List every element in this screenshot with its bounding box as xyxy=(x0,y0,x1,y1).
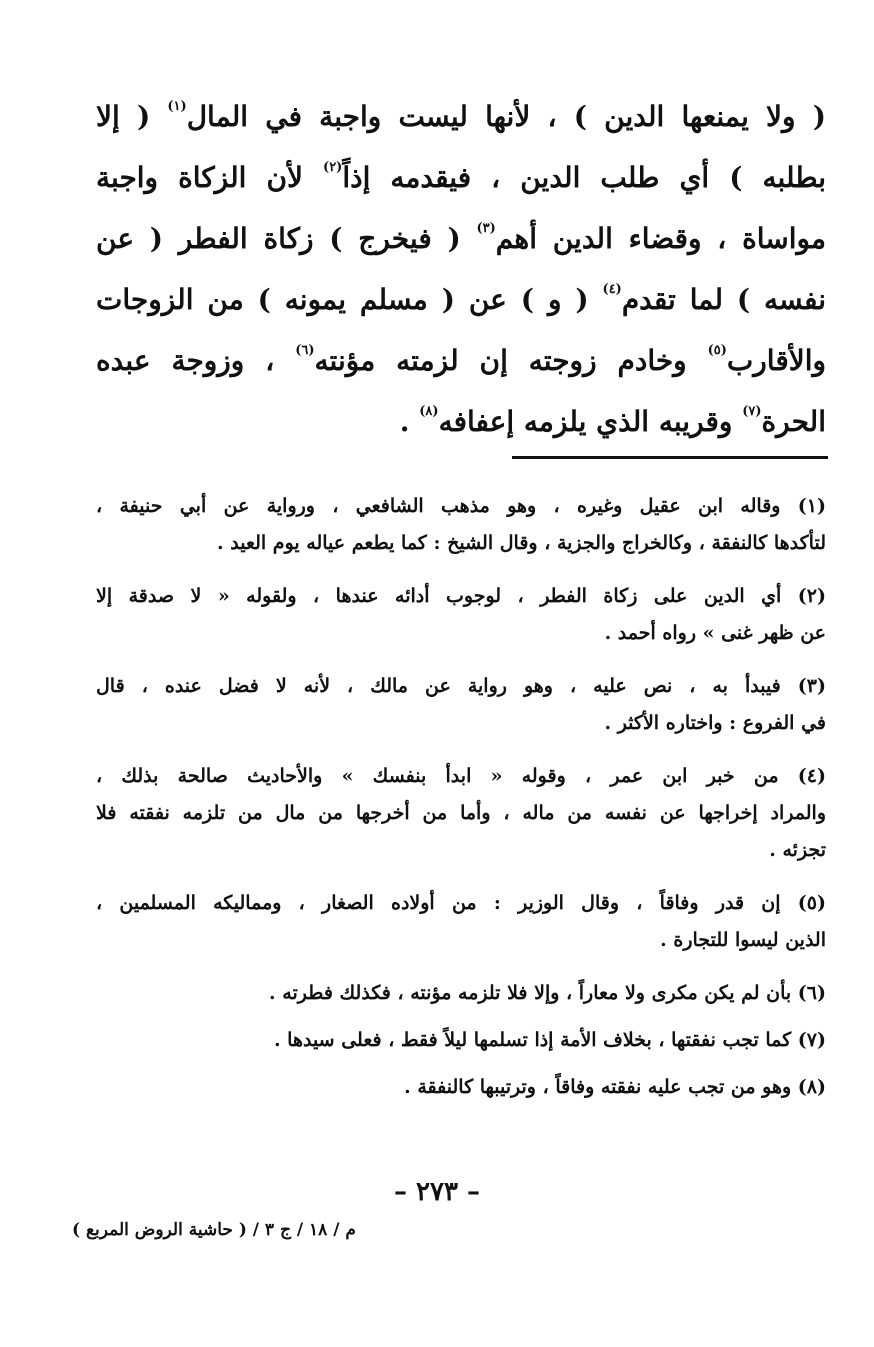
footnote-8: (٨) وهو من تجب عليه نفقته وفاقاً ، وترتيبها كالنفقة . xyxy=(404,1076,826,1098)
main-line: نفسه ) لما تقدم$^{(٤)}$ ( و ) عن ( مسلم يمونه ) من الزوجات xyxy=(96,282,826,316)
footnote-7: (٧) كما تجب نفقتها ، بخلاف الأمة إذا تسلمها ليلاً فقط ، فعلى سيدها . xyxy=(273,1029,826,1051)
footnote-4: (٤) من خبر ابن عمر ، وقوله « ابدأ بنفسك » والأحاديث صالحة بذلك ، والمراد إخراجها عن نفسه من ماله ، وأما من أخرجها من مال من تلزمه نفقته فلا تجزئه . xyxy=(96,765,826,861)
footnote-marker: (٨) xyxy=(419,404,439,419)
footnote-6: (٦) بأن لم يكن مكرى ولا معاراً ، وإلا فلا تلزمه مؤنته ، فكذلك فطرته . xyxy=(269,982,826,1004)
footnotes xyxy=(96,488,826,1116)
main-line: ( ولا يمنعها الدين ) ، لأنها ليست واجبة في المال$^{(١)}$ ( إلا xyxy=(96,99,826,133)
footnote-2: (٢) أي الدين على زكاة الفطر ، لوجوب أدائه عندها ، ولقوله « لا صدقة إلا عن ظهر غنى » رواه أحمد . xyxy=(96,585,826,644)
main-line: الحرة$^{(٧)}$ وقريبه الذي يلزمه إعفافه$^{(٨)}$ . xyxy=(399,404,826,438)
footnote-separator xyxy=(512,456,828,459)
main-line: مواساة ، وقضاء الدين أهم$^{(٣)}$ ( فيخرج ) زكاة الفطر ( عن xyxy=(96,221,826,255)
page-number: – ٢٧٣ – xyxy=(393,1177,481,1207)
footnote-marker: (٦) xyxy=(295,343,315,358)
footnote-marker: (١) xyxy=(167,99,187,114)
footnote-marker: (٧) xyxy=(742,404,762,419)
footnote-3: (٣) فيبدأ به ، نص عليه ، وهو رواية عن مالك ، لأنه لا فضل عنده ، قال في الفروع : واختاره الأكثر . xyxy=(96,675,826,734)
footnote-marker: (٥) xyxy=(707,343,727,358)
main-text xyxy=(96,86,826,452)
footnote-marker: (٣) xyxy=(476,221,496,236)
footnote-1: (١) وقاله ابن عقيل وغيره ، وهو مذهب الشافعي ، ورواية عن أبي حنيفة ، لتأكدها كالنفقة ، وكالخراج والجزية ، وقال الشيخ : كما يطعم عياله يوم العيد . xyxy=(96,495,826,554)
footnote-5: (٥) إن قدر وفاقاً ، وقال الوزير : من أولاده الصغار ، ومماليكه المسلمين ، الذين ليسوا للتجارة . xyxy=(96,892,826,951)
main-line: بطلبه ) أي طلب الدين ، فيقدمه إذاً$^{(٢)}$ لأن الزكاة واجبة xyxy=(96,160,826,194)
footnote-marker: (٢) xyxy=(323,160,343,175)
print-signature: م / ١٨ / ج ٣ / ( حاشية الروض المربع ) xyxy=(72,1220,356,1240)
main-line: والأقارب$^{(٥)}$ وخادم زوجته إن لزمته مؤنته$^{(٦)}$ ، وزوجة عبده xyxy=(96,343,826,377)
footnote-marker: (٤) xyxy=(602,282,622,297)
